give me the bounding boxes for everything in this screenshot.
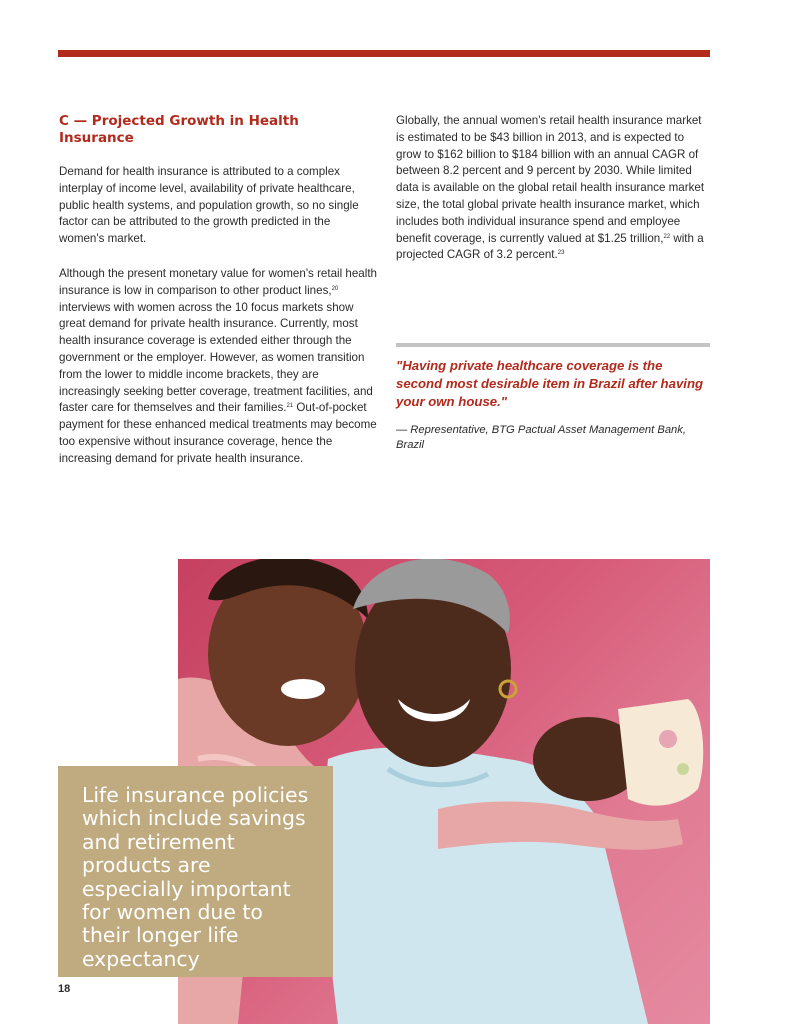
callout-text: Life insurance policies which include savings and retirement products are especially important for women due to their longer life expectancy: [82, 783, 309, 971]
paragraph-demand: Demand for health insurance is attributed to a complex interplay of income level, availability of private healthcare, public health systems, and population growth, so no single factor can be attributed to the growth predicted in the women's market.: [59, 165, 359, 246]
paragraph-text: Out-of-pocket payment for these enhanced medical treatments may become too expensive without insurance coverage, hence the increasing demand for private health insurance.: [59, 401, 377, 465]
footnote-ref: 21: [286, 403, 294, 410]
pull-quote: "Having private healthcare coverage is the second most desirable item in Brazil after having your own house.": [396, 358, 704, 409]
quote-attribution: — Representative, BTG Pactual Asset Management Bank, Brazil: [396, 424, 686, 451]
paragraph-monetary-value: [59, 266, 377, 468]
paragraph-text: with a projected CAGR of 3.2 percent.: [396, 231, 704, 262]
left-column: [59, 113, 377, 486]
paragraph-text: Globally, the annual women's retail health insurance market is estimated to be $43 billion in 2013, and is expected to grow to $162 billion to $184 billion with an annual CAGR of between 8.2 percent and 9 percent by 2030. While limited data is available on the global retail health insurance market size, the total global private health insurance market, which includes both individual insurance spend and employee benefit coverage, is currently valued at $1.25 trillion,: [396, 114, 705, 245]
paragraph-global-market: [396, 113, 712, 264]
top-rule: [58, 50, 710, 57]
right-column: [396, 113, 712, 282]
footnote-ref: 23: [557, 250, 565, 257]
footnote-ref: 20: [331, 285, 339, 292]
footnote-ref: 22: [663, 233, 671, 240]
section-heading: C — Projected Growth in Health Insurance: [59, 113, 299, 146]
quote-divider: [396, 343, 710, 347]
paragraph-text: interviews with women across the 10 focus markets show great demand for private health insurance. Currently, most health insurance coverage is extended either through the government or the employer. However, as women transition from the lower to middle income brackets, they are increasingly seeking better coverage, treatment facilities, and faster care for themselves and their families.: [59, 300, 373, 415]
page-number: 18: [58, 983, 71, 995]
paragraph-text: Although the present monetary value for women's retail health insurance is low in comparison to other product lines,: [59, 266, 378, 297]
callout-box: [58, 766, 333, 977]
